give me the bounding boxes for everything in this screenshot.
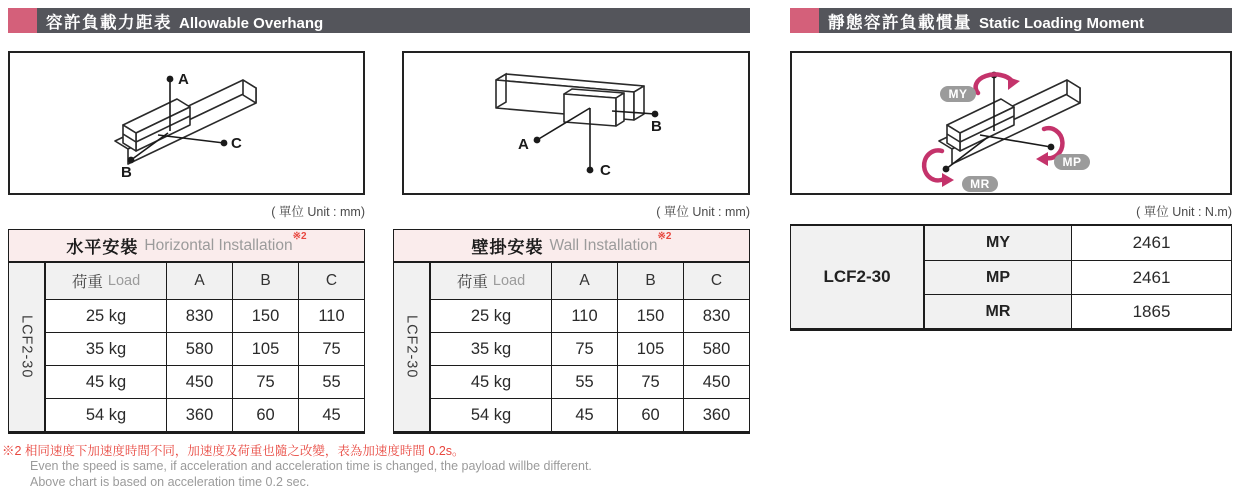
accent-square (8, 8, 37, 33)
point-b-dot (652, 111, 659, 118)
load-value: 35 kg (431, 332, 551, 365)
moment-name-mp: MP (925, 260, 1071, 294)
moment-diagram (790, 51, 1232, 195)
moment-value-mp: 2461 (1071, 260, 1231, 294)
value-b: 75 (617, 365, 683, 398)
col-header-load: 荷重 Load (46, 263, 166, 299)
model-label: LCF2-30 (791, 226, 925, 328)
footnote-line-en1: Even the speed is same, if acceleration and acceleration time is changed, the payload willbe different. (30, 459, 592, 473)
point-c-label: C (600, 162, 611, 179)
mr-badge-label: MR (970, 177, 990, 191)
point-c-dot (221, 140, 228, 147)
value-b: 105 (617, 332, 683, 365)
moment-table (790, 224, 1232, 331)
mr-arrowhead-icon (942, 173, 954, 187)
mp-badge (1054, 154, 1090, 170)
unit-label-wall: ( 單位 Unit : mm) (656, 205, 750, 219)
table-title-zh: 水平安裝 (66, 238, 139, 257)
unit-label-moment: ( 單位 Unit : N.m) (1136, 205, 1232, 219)
overhang-section-header (8, 8, 750, 33)
moment-value-my: 2461 (1071, 226, 1231, 260)
footnote-line-zh: ※2 相同速度下加速度時間不同，加速度及荷重也隨之改變，表為加速度時間 0.2s。 (2, 444, 465, 458)
wall-installation-table (393, 229, 750, 434)
load-value: 25 kg (46, 299, 166, 332)
value-c: 55 (298, 365, 364, 398)
overhang-title-en: Allowable Overhang (179, 14, 324, 32)
value-a: 110 (551, 299, 617, 332)
value-c: 450 (683, 365, 749, 398)
value-a: 450 (166, 365, 232, 398)
horizontal-installation-drawing (10, 53, 363, 193)
col-header-c: C (683, 263, 749, 299)
carriage-body (564, 89, 624, 126)
value-b: 150 (617, 299, 683, 332)
value-a: 55 (551, 365, 617, 398)
value-a: 75 (551, 332, 617, 365)
wall-table-grid (393, 261, 750, 434)
point-a-dot (534, 137, 541, 144)
load-value: 54 kg (46, 398, 166, 431)
roll-dot (943, 166, 950, 173)
value-b: 75 (232, 365, 298, 398)
value-c: 75 (298, 332, 364, 365)
pitch-dot (1048, 144, 1055, 151)
value-b: 150 (232, 299, 298, 332)
moment-section-header (790, 8, 1232, 33)
value-a: 830 (166, 299, 232, 332)
model-label-vertical: LCF2-30 (9, 263, 46, 431)
mr-rotation-arrow (924, 150, 944, 180)
value-c: 110 (298, 299, 364, 332)
wall-installation-diagram (402, 51, 750, 195)
my-badge (940, 86, 976, 102)
load-value: 25 kg (431, 299, 551, 332)
table-title-en: Wall Installation$^{※2}$ (549, 230, 672, 255)
load-value: 35 kg (46, 332, 166, 365)
overhang-section-title (46, 9, 323, 33)
moment-drawing (792, 53, 1230, 193)
point-a-dot (167, 76, 174, 83)
load-value: 45 kg (46, 365, 166, 398)
unit-label-horizontal: ( 單位 Unit : mm) (271, 205, 365, 219)
my-badge-label: MY (948, 87, 968, 101)
table-title-zh: 壁掛安裝 (471, 238, 544, 257)
point-b-dot (128, 157, 135, 164)
horizontal-table-grid (8, 261, 365, 434)
col-header-a: A (166, 263, 232, 299)
moment-value-mr: 1865 (1071, 294, 1231, 328)
wall-installation-drawing (404, 53, 748, 193)
value-a: 580 (166, 332, 232, 365)
moment-section-title (828, 9, 1144, 33)
value-a: 360 (166, 398, 232, 431)
value-c: 830 (683, 299, 749, 332)
moment-name-my: MY (925, 226, 1071, 260)
load-value: 45 kg (431, 365, 551, 398)
value-b: 60 (232, 398, 298, 431)
point-b-label: B (121, 164, 132, 181)
overhang-title-zh: 容許負載力距表 (46, 13, 172, 32)
moment-title-zh: 靜態容許負載慣量 (828, 13, 972, 32)
value-c: 45 (298, 398, 364, 431)
table-title-wall (393, 229, 750, 261)
col-header-a: A (551, 263, 617, 299)
col-header-b: B (617, 263, 683, 299)
value-b: 105 (232, 332, 298, 365)
point-c-label: C (231, 135, 242, 152)
point-a-label: A (178, 71, 189, 88)
value-c: 580 (683, 332, 749, 365)
col-header-load: 荷重 Load (431, 263, 551, 299)
mp-arrowhead-icon (1036, 152, 1048, 166)
accent-square (790, 8, 819, 33)
footnote-ref: ※2 (657, 230, 672, 242)
mp-badge-label: MP (1062, 155, 1082, 169)
horizontal-installation-diagram (8, 51, 365, 195)
col-header-c: C (298, 263, 364, 299)
model-label-vertical: LCF2-30 (394, 263, 431, 431)
col-header-b: B (232, 263, 298, 299)
my-arrowhead-icon (1008, 77, 1020, 90)
mr-badge (962, 176, 998, 192)
horizontal-installation-table (8, 229, 365, 434)
table-title-horizontal (8, 229, 365, 261)
point-c-dot (587, 167, 594, 174)
moment-name-mr: MR (925, 294, 1071, 328)
value-c: 360 (683, 398, 749, 431)
load-value: 54 kg (431, 398, 551, 431)
moment-title-en: Static Loading Moment (979, 14, 1144, 32)
point-b-label: B (651, 118, 662, 135)
point-a-label: A (518, 136, 529, 153)
footnote-line-en2: Above chart is based on acceleration time 0.2 sec. (30, 474, 310, 489)
value-b: 60 (617, 398, 683, 431)
footnote-ref: ※2 (292, 230, 307, 242)
footnote (2, 443, 592, 490)
table-title-en: Horizontal Installation$^{※2}$ (144, 230, 307, 255)
value-a: 45 (551, 398, 617, 431)
